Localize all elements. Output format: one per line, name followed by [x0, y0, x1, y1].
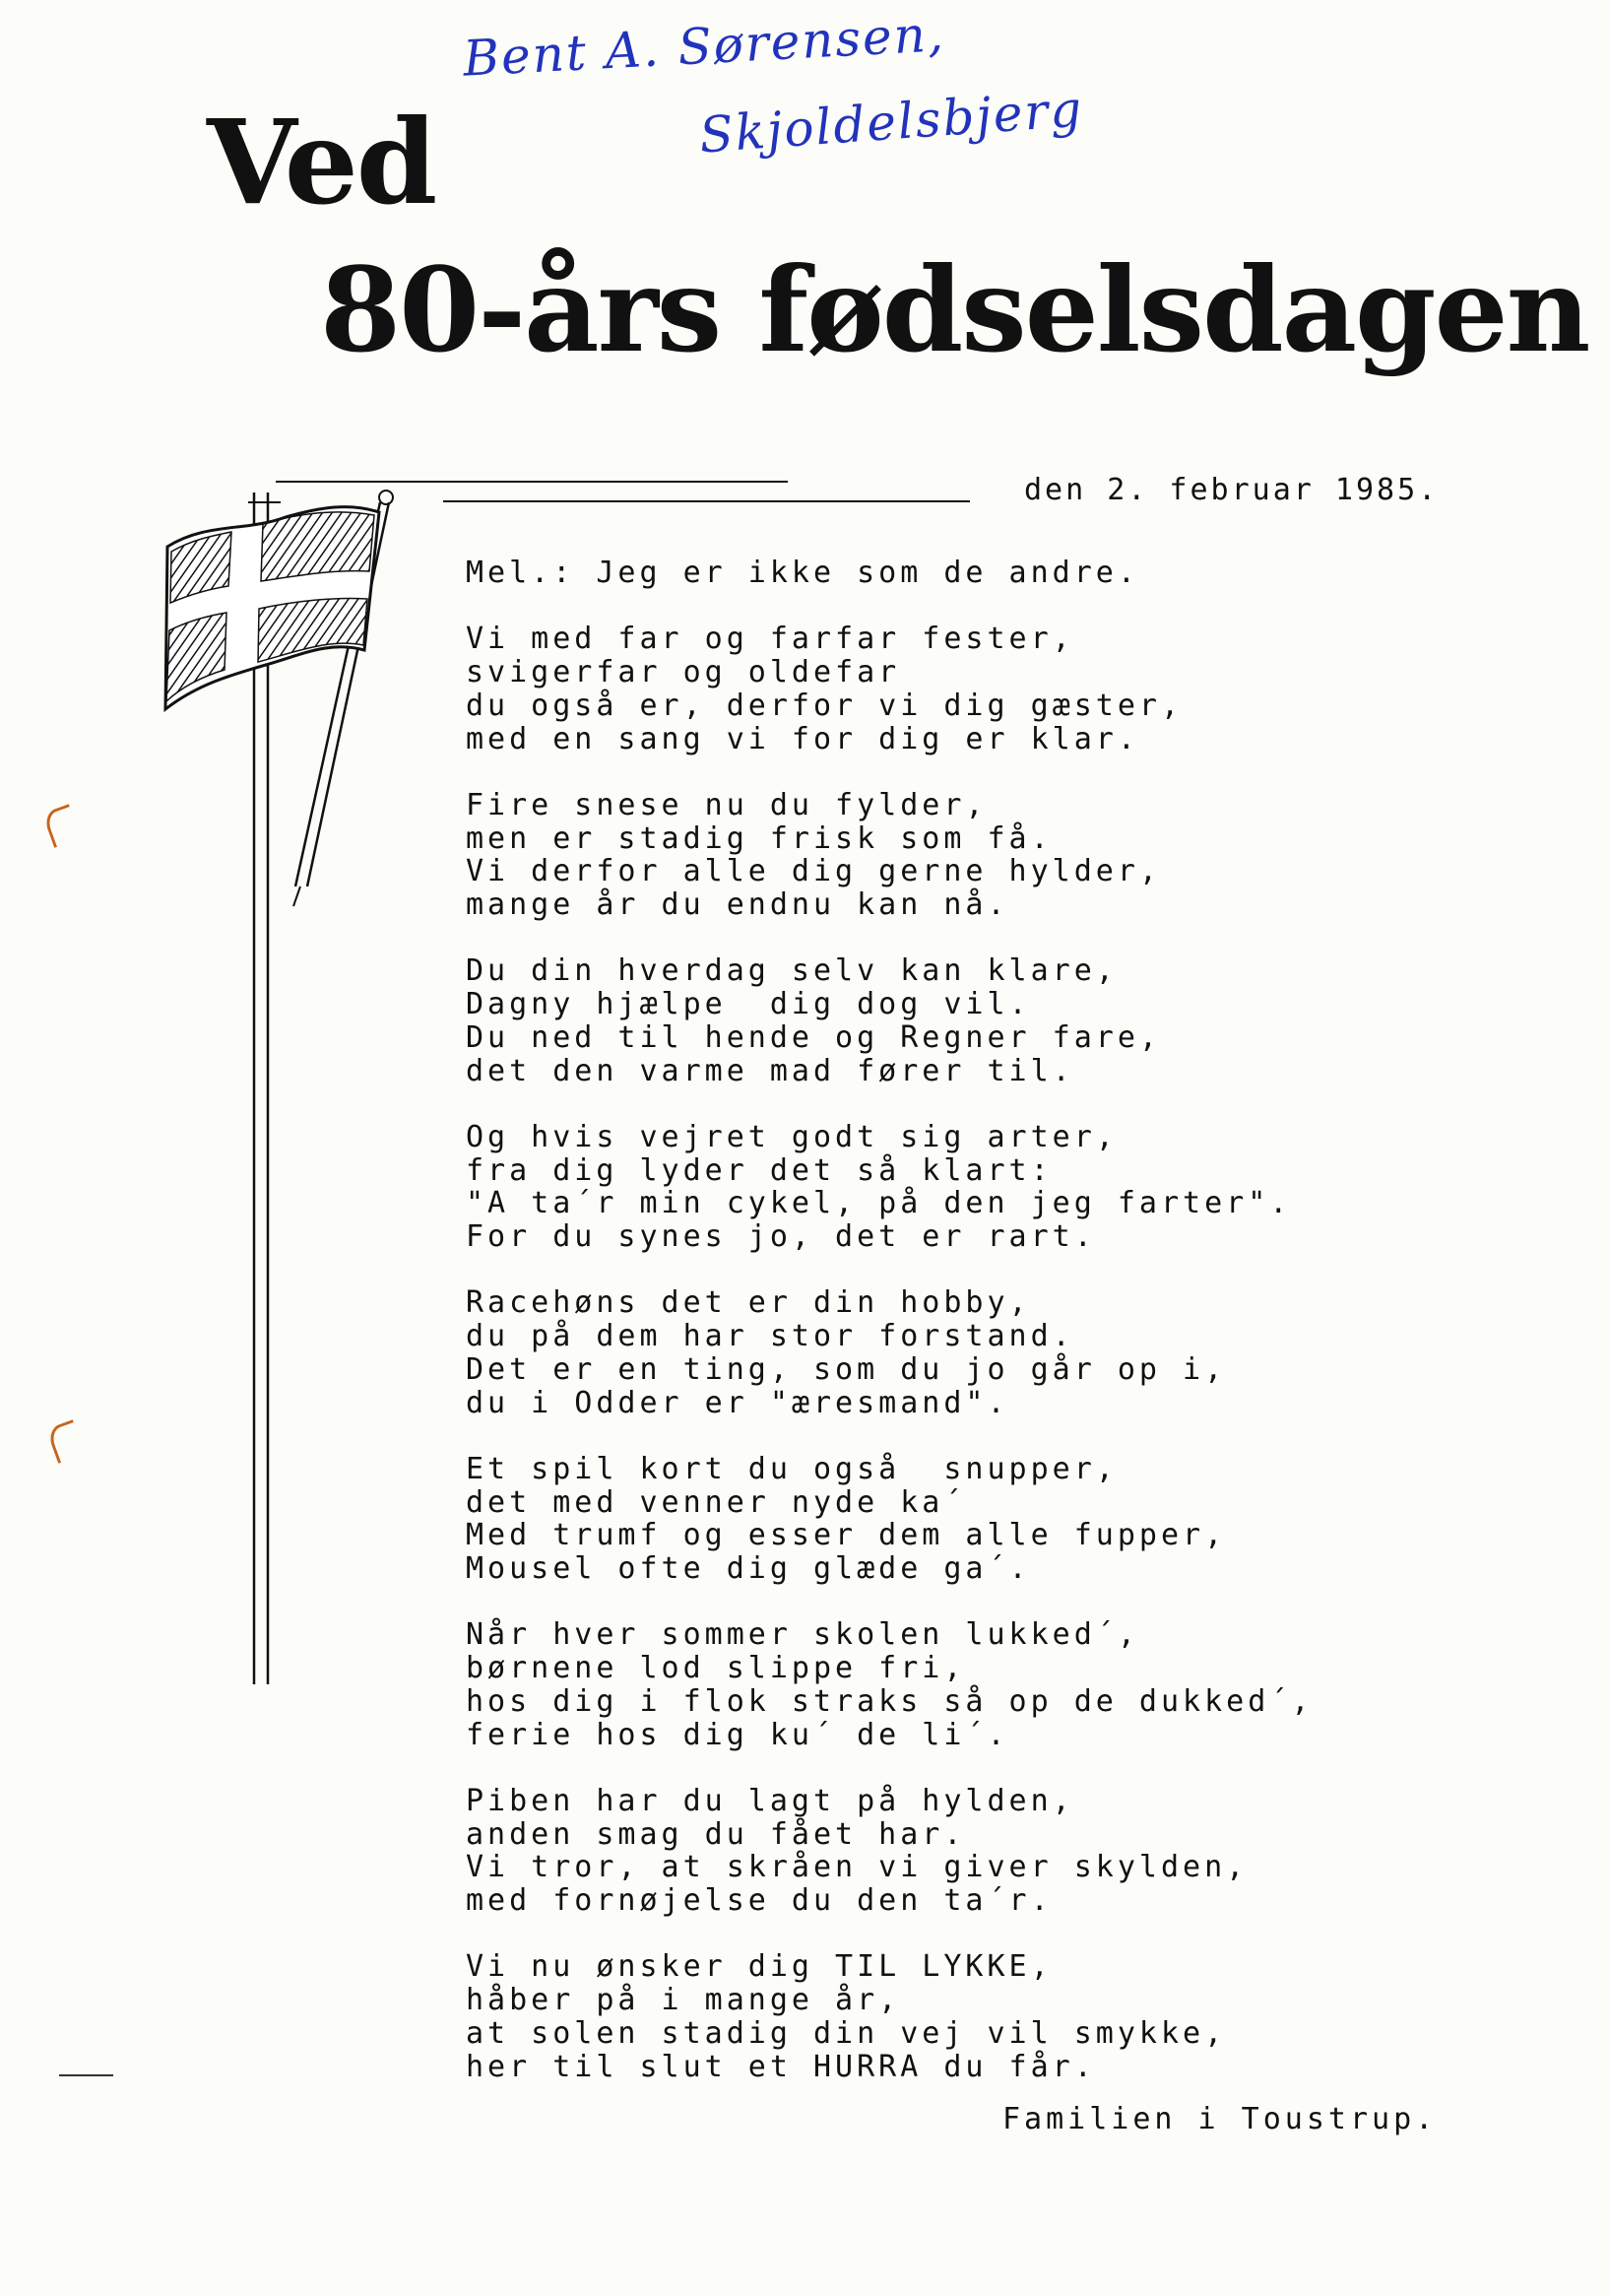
- poem-line: Vi nu ønsker dig TIL LYKKE,: [466, 1949, 1053, 1985]
- poem-line: Med trumf og esser dem alle fupper,: [466, 1518, 1227, 1553]
- poem-line: det den varme mad fører til.: [466, 1053, 1074, 1088]
- poem-line: her til slut et HURRA du får.: [466, 2049, 1096, 2084]
- heading-line-2: 80-års fødselsdagen: [320, 241, 1589, 378]
- poem-line: med fornøjelse du den ta´r.: [466, 1883, 1053, 1918]
- poem-line: Vi med far og farfar fester,: [466, 622, 1074, 657]
- poem-line: Du din hverdag selv kan klare,: [466, 953, 1118, 989]
- poem-line: mange år du endnu kan nå.: [466, 887, 1009, 922]
- poem-line: du i Odder er "æresmand".: [466, 1385, 1009, 1420]
- poem-body: [466, 557, 1549, 2117]
- punch-hole-bottom: [46, 1419, 86, 1464]
- poem-line: Et spil kort du også snupper,: [466, 1451, 1118, 1486]
- poem-line: fra dig lyder det så klart:: [466, 1152, 1053, 1188]
- stanza: [466, 954, 1549, 1087]
- stray-mark-left: [59, 2074, 113, 2076]
- poem-line: håber på i mange år,: [466, 1983, 901, 2018]
- stanza: [466, 1785, 1549, 1918]
- handwritten-place: Skjoldelsbjerg: [697, 80, 1085, 164]
- signature: Familien i Toustrup.: [1002, 2102, 1438, 2136]
- poem-line: børnene lod slippe fri,: [466, 1651, 966, 1686]
- poem-line: Fire snese nu du fylder,: [466, 787, 988, 822]
- poem-line: med en sang vi for dig er klar.: [466, 721, 1139, 756]
- poem-line: Piben har du lagt på hylden,: [466, 1783, 1074, 1818]
- poem-line: Det er en ting, som du jo går op i,: [466, 1351, 1227, 1387]
- punch-hole-top: [42, 804, 82, 848]
- poem-line: Vi tror, at skråen vi giver skylden,: [466, 1850, 1249, 1885]
- stanza: [466, 1950, 1549, 2083]
- stanza: [466, 789, 1549, 922]
- poem-line: Du ned til hende og Regner fare,: [466, 1019, 1161, 1055]
- poem-line: svigerfar og oldefar: [466, 655, 901, 690]
- poem-line: du på dem har stor forstand.: [466, 1319, 1074, 1354]
- heading-line-1: Ved: [207, 94, 436, 230]
- melody-line: Mel.: Jeg er ikke som de andre.: [466, 556, 1139, 590]
- poem-line: du også er, derfor vi dig gæster,: [466, 688, 1184, 723]
- poem-line: Vi derfor alle dig gerne hylder,: [466, 854, 1161, 889]
- stanza: [466, 1286, 1549, 1419]
- poem-line: "A ta´r min cykel, på den jeg farter".: [466, 1186, 1292, 1221]
- stanza: [466, 1121, 1549, 1254]
- poem-line: anden smag du fået har.: [466, 1816, 966, 1852]
- date-line: den 2. februar 1985.: [1024, 473, 1440, 507]
- poem-line: Og hvis vejret godt sig arter,: [466, 1119, 1118, 1154]
- poem-line: men er stadig frisk som få.: [466, 820, 1053, 856]
- poem-line: at solen stadig din vej vil smykke,: [466, 2015, 1227, 2051]
- danish-flag-illustration: [138, 473, 423, 1714]
- stanza: [466, 623, 1549, 755]
- poem-line: Dagny hjælpe dig dog vil.: [466, 987, 1031, 1022]
- poem-line: Racehøns det er din hobby,: [466, 1285, 1031, 1321]
- stanza: [466, 1453, 1549, 1586]
- poem-line: det med venner nyde ka´: [466, 1484, 966, 1520]
- poem-line: For du synes jo, det er rart.: [466, 1219, 1096, 1254]
- poem-line: ferie hos dig ku´ de li´.: [466, 1717, 1009, 1752]
- poem-line: Mousel ofte dig glæde ga´.: [466, 1551, 1031, 1586]
- poem-line: Når hver sommer skolen lukked´,: [466, 1617, 1139, 1653]
- poem-line: hos dig i flok straks så op de dukked´,: [466, 1683, 1314, 1719]
- top-rule-right: [443, 500, 970, 502]
- handwritten-name: Bent A. Sørensen,: [461, 5, 946, 88]
- stanza: [466, 1618, 1549, 1751]
